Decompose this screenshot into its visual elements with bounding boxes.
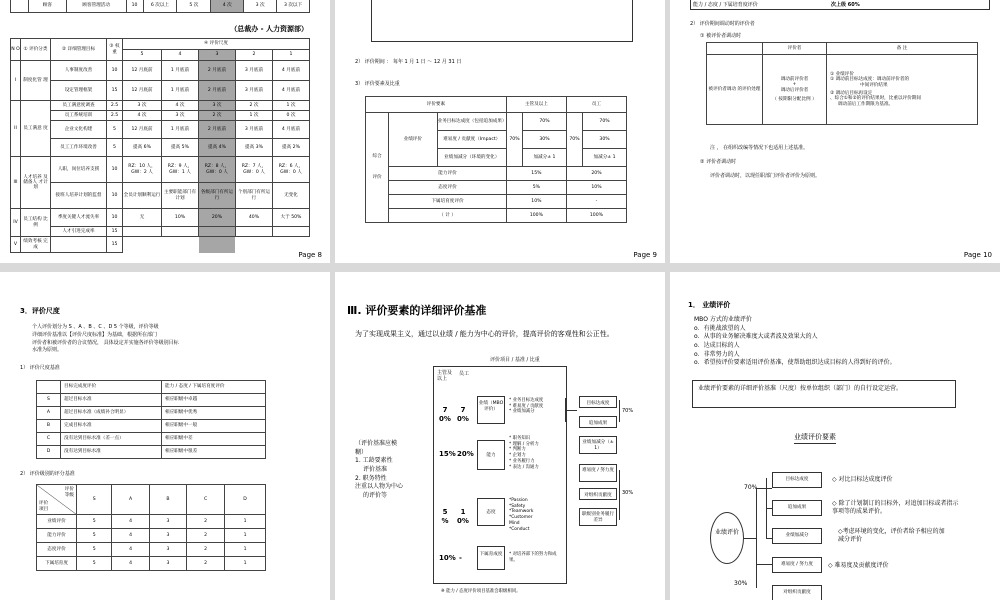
row1-box: 业绩（MBO 评价） xyxy=(477,396,505,424)
branch-1 xyxy=(756,488,772,489)
col-head-employee: 员工 xyxy=(459,371,470,377)
page-subtitle: （总裁办 - 人力资源部） xyxy=(230,25,308,33)
top-strip: 能力 / 态度 / 下属培育度评价 次上级 60% xyxy=(690,0,990,10)
row3-employee-pct: 1 0% xyxy=(457,508,469,526)
right-box-additional: 追加成果 xyxy=(579,416,617,428)
frame-label: 评价项目 / 基准 / 比重 xyxy=(490,357,540,363)
center-ellipse: 业绩评价 xyxy=(710,512,744,564)
page-criteria xyxy=(335,272,665,600)
right-box-contribution: 对组织贡献度 xyxy=(579,488,617,500)
pct-70: 70% xyxy=(744,484,758,491)
transfer-table: 评价者 备 注 被评价者调动 的评价处理 调动前评价者 + 调动后评价者 （ 按期限分配比例 ） ① 业绩评价 ① 调动前目标达成度：调动前评价者的 中间评价结果 ② 调动后目标再设定 、综合①和②的评价结果时，比重以评价期间 调动前后工作期限为基准。 xyxy=(706,42,978,125)
desc-additional: ◇ 除了计划制订的目标外，对追加目标或者指示事项等的成果评价。 xyxy=(832,500,959,516)
page-10 xyxy=(670,0,1000,263)
col-head-manager: 主管及以上 xyxy=(437,370,453,382)
pct-70: 70% xyxy=(622,408,634,414)
bullet-list: MBO 方式的业绩评价 o．有挑战欲望的人 o．从事的业务解决难度大或者波及效果大的人 o．达成目标的人 o．非常努力的人 o．希望按评价要素适用评价基准，使帮助组织达成目标的人得到好的评价。 xyxy=(694,316,896,367)
tree-root xyxy=(744,538,756,539)
sub-heading-2: ② 评价者调动时 xyxy=(700,159,737,165)
ratio-table: 评价要素 主管及以上 员工 综合 评价 业绩评价 业务目标达成度（包括追加成果） 70% 70% 70% 70% 难易度 / 贡献度（Impact） 30% 30% 业绩加减分（环境的变化） 加减分± 1 加减分± 1 能力评价 15% 20% 态度评价 5% 10% 下属培育度评价 10% - （ 计 ） 100% 100% xyxy=(365,96,627,223)
desc-target: ◇ 对比目标达成度评价 xyxy=(832,476,893,483)
desc-adjust: ◇考虑环境的变化，评价者给予相应的加减分评价 xyxy=(838,528,945,544)
page-number: Page 8 xyxy=(298,251,322,259)
right-box-level: 职级别业务履行差异 xyxy=(579,508,617,526)
bracket-30 xyxy=(619,470,620,520)
row4-box: 下属育成度 xyxy=(477,546,505,570)
page-performance xyxy=(670,272,1000,600)
section-title: Ⅲ. 评价要素的详细评价基准 xyxy=(347,304,487,317)
section-title: 1． 业绩评价 xyxy=(688,301,731,309)
blank-box xyxy=(371,0,633,42)
ratio-label: 3） 评价要素及比重 xyxy=(355,81,400,87)
page-rating-scale xyxy=(0,272,330,600)
row2-manager-pct: 15% xyxy=(439,450,456,458)
score-table: 评价 等级 评价 项目 S A B C D 业绩评价 5 4 3 2 1 能力评价 5 4 3 2 1 态度评价 5 4 3 2 1 下属培育度 5 4 3 2 1 xyxy=(36,484,266,571)
row3-items: *Passion *Safety *Teamwork *Customer Mind *Conduct xyxy=(509,498,534,532)
row4-employee-pct: - xyxy=(459,554,462,562)
scale-table: 目标完成度评价 能力 / 态度 / 下属培育度评价 S 超过目标水准 相应职级中卓越 A 超过目标水准（成绩补合明显） 相应职级中优秀 B 完成目标水准 相应职级中一般 C 没有达到目标水准（差一点） 相应职级中差 D 没有达到目标水准 相应职级中很差 xyxy=(36,380,266,459)
right-box-target: 目标达成度 xyxy=(579,396,617,408)
row1-employee-pct: 7 0% xyxy=(457,406,469,424)
sub-heading-2: 2） 评价级别的评分基准 xyxy=(20,471,75,477)
box-target: 目标达成度 xyxy=(772,472,822,488)
evaluation-table: N O ① 评价分类 ② 详细管理目标 ③ 权 重 ④ 评价尺度 5 4 3 2 1 I 制度化管 理 人事制度改善 10 12 月底前 1 月底前 2 月底前 3 月底前 4 月底前 设定管理框架 15 12 月底前 1 月底前 2 月底前 3 月底前 4 月底前 II 员工满意 度 员工满意度调查 2.5 3 次 4 次 3 次 2 次 1 次 员工系统培训 2.5 4 次 3 次 2 次 1 次 0 次 企业文化构建 5 12 月底前 1 月底前 2 月底前 3 月底前 4 月底前 员工工作环境改善 5 提高 6% 提高 5% 提高 4% 提高 3% 提高 2% III 人才培养 及储备人 才计划 人职，岗位培养支援 10 RZ：10 人，GW：2 人 RZ：9 人，GW：1 人 RZ：8 人，GW：0 人 RZ：7 人，GW：0 人 RZ：6 人，GW：0 人 接班人培养计划的监督 10 全员计划顺利运行 主要职能部门有计划 各级部门有所运行 个别部门有所运行 无变化 IV 员工结构 比例 季度关键人才流失率 10 无 10% 20% 40% 大于 50% 人才引进完成率 15 V 绩效考核 完成 15 xyxy=(10,38,310,253)
note-box: 业绩评价要素的详细评价基准（尺度）按单位组织（部门）的自行设定运营。 xyxy=(692,380,956,408)
row4-manager-pct: 10% xyxy=(439,554,456,562)
box-difficulty: 难易度 / 努力度 xyxy=(772,557,822,573)
sub-heading: ① 被评价者调动时 xyxy=(700,33,742,39)
page-9 xyxy=(335,0,665,263)
right-box-adjust: 业绩加减分（± 1） xyxy=(579,436,617,454)
sub-text-2: 评价者调动时，以现任职部门评价者评价为原则。 xyxy=(710,173,821,179)
intro-text: 为了实现成果主义，通过以业绩 / 能力为中心的评价，提高评价的客观性和公正性。 xyxy=(355,330,614,338)
pct-30: 30% xyxy=(622,490,634,496)
row1-manager-pct: 7 0% xyxy=(439,406,451,424)
row2-employee-pct: 20% xyxy=(457,450,474,458)
row3-manager-pct: 5 % xyxy=(441,508,449,526)
tree-trunk xyxy=(756,488,757,588)
box-contribution: 对组织贡献度 xyxy=(772,585,822,600)
pct-30: 30% xyxy=(734,580,748,587)
page-8 xyxy=(0,0,330,263)
footnote: ※ 能力 / 态度评价项目基准会职级相同。 xyxy=(441,589,521,594)
period-label: 2） 评价期间 ： 每年 1 月 1 日 ～ 12 月 31 日 xyxy=(355,59,462,65)
diagram-title: 业绩评价要素 xyxy=(794,432,836,444)
right-box-difficulty: 难易度 / 努力度 xyxy=(579,464,617,482)
page-number: Page 10 xyxy=(963,251,992,259)
row2-items: * 职务知识 * 理解 / 分析力 * 判断力 * 企划力 * 业务履行力 * 表达 / 沟通力 xyxy=(509,436,539,470)
section-heading: 2） 评价期间调动时的评价者 xyxy=(690,21,755,27)
left-note: （评价基准应模 糊） 1. 工龄要素性 评价基准 2. 职务特性 注重以人物为中心 的评价等 xyxy=(355,440,404,500)
note-1: 注 ， 在组织改编等情况下也适用上述基准。 xyxy=(710,145,809,151)
section-title: 3．评价尺度 xyxy=(20,307,60,315)
row4-items: * 对培养部下的努力和成果。 xyxy=(509,552,557,563)
top-rows-table: 顾客 顾客管理活动 10 6 次以上 5 次 4 次 3 次 3 次以下 xyxy=(10,0,310,13)
row3-box: 态度 xyxy=(477,498,505,526)
intro-paragraph: 个人评价划分为 S 、A 、B 、C 、D 5 个等级，评价等级 详细评价基准以【评价尺度标准】为基础，根据所在部门 评价者和被评价者的合议情况， 具体设定并实施各评价等级别目标 水准为原则。 xyxy=(32,324,179,354)
sub-heading-1: 1） 评价尺度基准 xyxy=(20,365,60,371)
branch-2 xyxy=(756,564,772,565)
box-adjust: 业绩加减分 xyxy=(772,528,822,544)
desc-difficulty: ◇ 难易度及贡献度评价 xyxy=(828,562,889,569)
box-additional: 追加成果 xyxy=(772,500,822,516)
row2-box: 能力 xyxy=(477,440,505,470)
page-number: Page 9 xyxy=(633,251,657,259)
connector xyxy=(565,410,577,411)
row1-items: * 业务目标达成度 * 难易度 / 贡献度 * 业绩加减分 xyxy=(509,398,544,415)
bracket-70 xyxy=(619,400,620,422)
